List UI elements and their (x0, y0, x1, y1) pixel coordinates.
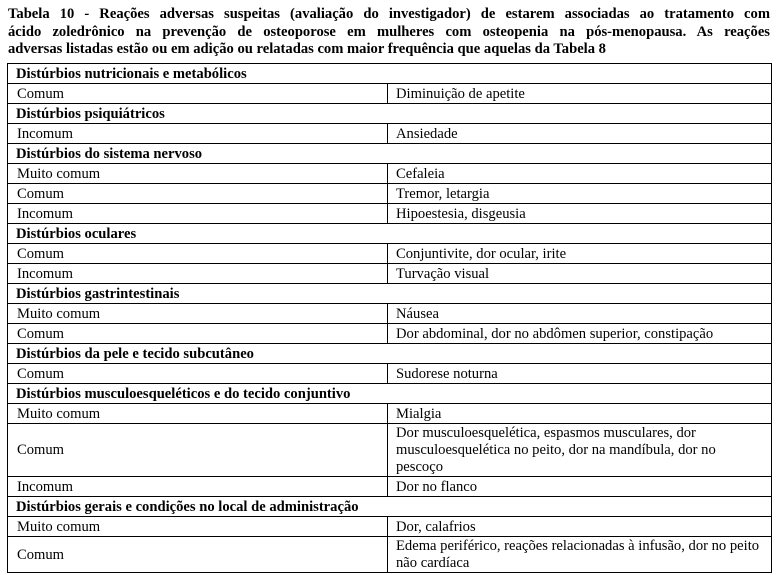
reactions-cell: Cefaleia (388, 164, 772, 184)
reactions-cell: Hipoestesia, disgeusia (388, 204, 772, 224)
section-header-row (8, 344, 772, 364)
table-caption (8, 6, 770, 59)
section-label: Distúrbios gastrintestinais (8, 284, 772, 304)
reactions-cell: Sudorese noturna (388, 364, 772, 384)
table-row (8, 244, 772, 264)
caption-line-1: Tabela 10 - Reações adversas suspeitas (avaliação do investigador) de estarem associadas ao tratamento com (8, 6, 770, 22)
reactions-cell: Edema periférico, reações relacionadas à infusão, dor no peito não cardíaca (388, 537, 772, 573)
section-label: Distúrbios musculoesqueléticos e do tecido conjuntivo (8, 384, 772, 404)
section-header-row (8, 64, 772, 84)
reactions-cell: Dor abdominal, dor no abdômen superior, constipação (388, 324, 772, 344)
table-row (8, 164, 772, 184)
reactions-cell: Náusea (388, 304, 772, 324)
reactions-cell: Dor no flanco (388, 477, 772, 497)
table-row (8, 184, 772, 204)
frequency-cell: Comum (8, 184, 388, 204)
frequency-cell: Incomum (8, 477, 388, 497)
frequency-cell: Comum (8, 424, 388, 477)
adverse-reactions-table (7, 63, 772, 573)
table-body (8, 64, 772, 573)
section-header-row (8, 497, 772, 517)
caption-line-3: adversas listadas estão ou em adição ou relatadas com maior frequência que aquelas da Tabela 8 (8, 41, 606, 57)
section-label: Distúrbios da pele e tecido subcutâneo (8, 344, 772, 364)
reactions-cell: Ansiedade (388, 124, 772, 144)
section-header-row (8, 284, 772, 304)
frequency-cell: Incomum (8, 204, 388, 224)
section-header-row (8, 104, 772, 124)
reactions-cell: Dor musculoesquelética, espasmos musculares, dor musculoesquelética no peito, dor na mandíbula, dor no pescoço (388, 424, 772, 477)
frequency-cell: Comum (8, 364, 388, 384)
table-row (8, 84, 772, 104)
table-row (8, 264, 772, 284)
table-row (8, 364, 772, 384)
section-label: Distúrbios oculares (8, 224, 772, 244)
section-header-row (8, 384, 772, 404)
section-header-row (8, 144, 772, 164)
section-label: Distúrbios nutricionais e metabólicos (8, 64, 772, 84)
frequency-cell: Incomum (8, 124, 388, 144)
table-row (8, 477, 772, 497)
caption-line-2: ácido zoledrônico na prevenção de osteoporose em mulheres com osteopenia na pós-menopausa. As reações (8, 23, 770, 40)
reactions-cell: Turvação visual (388, 264, 772, 284)
frequency-cell: Incomum (8, 264, 388, 284)
frequency-cell: Muito comum (8, 164, 388, 184)
frequency-cell: Comum (8, 244, 388, 264)
frequency-cell: Comum (8, 537, 388, 573)
reactions-cell: Diminuição de apetite (388, 84, 772, 104)
table-row (8, 404, 772, 424)
table-row (8, 537, 772, 573)
frequency-cell: Comum (8, 84, 388, 104)
reactions-cell: Conjuntivite, dor ocular, irite (388, 244, 772, 264)
table-row (8, 204, 772, 224)
frequency-cell: Muito comum (8, 304, 388, 324)
reactions-cell: Dor, calafrios (388, 517, 772, 537)
section-label: Distúrbios gerais e condições no local de administração (8, 497, 772, 517)
section-header-row (8, 224, 772, 244)
section-label: Distúrbios do sistema nervoso (8, 144, 772, 164)
table-row (8, 124, 772, 144)
table-row (8, 424, 772, 477)
frequency-cell: Muito comum (8, 404, 388, 424)
frequency-cell: Muito comum (8, 517, 388, 537)
reactions-cell: Tremor, letargia (388, 184, 772, 204)
table-row (8, 517, 772, 537)
section-label: Distúrbios psiquiátricos (8, 104, 772, 124)
frequency-cell: Comum (8, 324, 388, 344)
table-row (8, 324, 772, 344)
table-row (8, 304, 772, 324)
reactions-cell: Mialgia (388, 404, 772, 424)
